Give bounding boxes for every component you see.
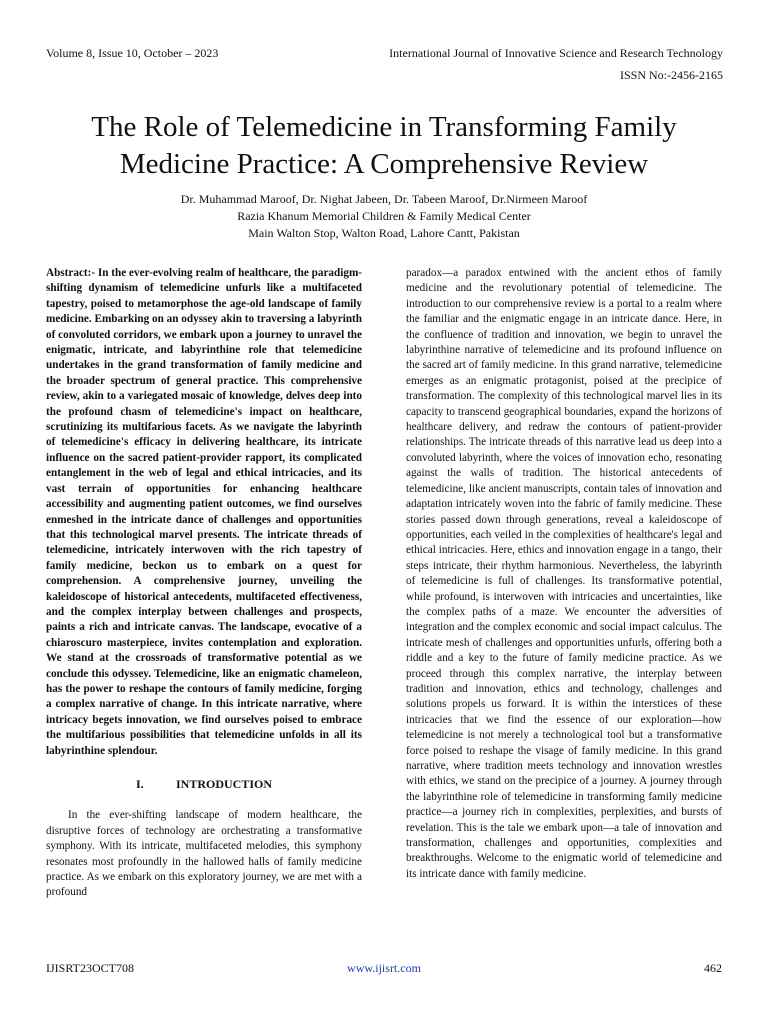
section-number: I. <box>135 777 144 791</box>
paper-id: IJISRT23OCT708 <box>46 961 134 975</box>
issn: ISSN No:-2456-2165 <box>619 68 723 82</box>
left-column <box>46 266 362 901</box>
intro-paragraph-continued: paradox—a paradox entwined with the ancient ethos of family medicine and the revolutionary potential of telemedicine. The introduction to our comprehensive review is a portal to a realm where the familiar and the enigmatic engage in an intricate dance. Here, in the confluence of tradition and innovation, we begin to unravel the labyrinthine narrative of telemedicine and its profound influence on the sacred art of family medicine. In this grand narrative, telemedicine emerges as an enigmatic protagonist, poised at the precipice of transformation. The complexity of this technological marvel lies in its capacity to transcend geographical boundaries, expand the horizons of healthcare delivery, and redraw the contours of patient-provider relationships. The intricate threads of this narrative lead us deep into a convoluted labyrinth, where the voices of innovation echo, resonating against the walls of tradition. The historical antecedents of telemedicine, like ancient manuscripts, contain tales of innovation and adaptation intricately woven into the fabric of family medicine. These stories passed down through generations, reveal a kaleidoscope of opportunities, each veiled in the complexities of healthcare's legal and ethical intricacies. Here, ethics and innovation engage in a tango, their steps intricate, their rhythm harmonious. Nevertheless, the labyrinth of telemedicine is full of challenges. Its transformative potential, while profound, is interwoven with intricacies and uncertainties, like the complex paths of a maze. We encounter the adversities of integration and the complex economic and social impact calculus. The intricate mesh of challenges and opportunities unfurls, offering both a riddle and a key to the future of family medicine practice. As we proceed through this complex narrative, the interplay between tradition and innovation, ethics and technology, challenges and solutions propels us forward. It is within the interstices of these intricacies that we find the essence of our exploration—how telemedicine is not merely a technological tool but a transformative force poised to reshape the visage of family medicine. In this grand narrative, where tradition meets technology and innovation wrestles with ethics, we stand on the precipice of a journey. A journey through the labyrinthine role of telemedicine in transforming family medicine practice—a journey rich in complexities, perplexities, and bursts of revelation. This is the tale we embark upon—a tale of innovation and transformation, challenges and opportunities, complexities and breakthroughs. Welcome to the enigmatic world of telemedicine and its intricate dance with family medicine. <box>406 267 722 880</box>
volume-issue: Volume 8, Issue 10, October – 2023 <box>46 46 219 60</box>
address: Main Walton Stop, Walton Road, Lahore Cantt, Pakistan <box>248 226 520 240</box>
affiliation: Razia Khanum Memorial Children & Family Medical Center <box>237 209 531 223</box>
section-heading <box>46 777 362 792</box>
author-names: Dr. Muhammad Maroof, Dr. Nighat Jabeen, Dr. Tabeen Maroof, Dr.Nirmeen Maroof <box>180 192 588 206</box>
abstract: Abstract:- In the ever-evolving realm of healthcare, the paradigm-shifting dynamism of telemedicine unfurls like a multifaceted tapestry, poised to metamorphose the age-old landscape of family medicine. Embarking on an odyssey akin to traversing a labyrinth of convoluted corridors, we embark upon a journey to unravel the enigmatic, intricate, and labyrinthine role that telemedicine undertakes in the grand transformation of family medicine and the broader spectrum of general practice. This comprehensive review, akin to a variegated mosaic of knowledge, delves deep into the profound chasm of telemedicine's impact on healthcare, scrutinizing its multifarious facets. As we navigate the labyrinth of telemedicine's efficacy in delivering healthcare, its intricate influence on the sacred patient-provider rapport, its complicated entanglement in the web of legal and ethical intricacies, and its vast terrain of opportunities for enhancing healthcare accessibility and augmenting patient outcomes, we find ourselves enmeshed in the intricate dance of challenges and opportunities that this technological marvel presents. The intricate threads of telemedicine, intricately interwoven with the rich tapestry of family medicine, beckon us to embark on a quest for comprehension. A comprehensive journey, unveiling the kaleidoscope of historical antecedents, multifaceted effectiveness, and the complex interplay between challenges and prospects, paints a rich and intricate canvas. The landscape, evocative of a chiaroscuro masterpiece, invites contemplation and exploration. We stand at the crossroads of transformative potential as we conclude this odyssey. Telemedicine, like an enigmatic chameleon, has the power to reshape the contours of family medicine, forging a complex narrative of change. In this intricate narrative, where intricacy begets innovation, we find ourselves poised to embrace the multifarious possibilities that telemedicine unfolds in all its labyrinthine splendour. <box>46 267 362 757</box>
paper-title: The Role of Telemedicine in Transforming Family Medicine Practice: A Comprehensive Review <box>91 111 677 181</box>
intro-paragraph-start: In the ever-shifting landscape of modern healthcare, the disruptive forces of technology are orchestrating a transformative symphony. With its intricate, multifaceted melodies, this symphony resonates most profoundly in the hallowed halls of family medicine practice. As we embark on this exploratory journey, we are met with a profound <box>46 809 362 899</box>
website-link[interactable]: www.ijisrt.com <box>347 961 421 975</box>
author-block <box>40 191 728 242</box>
right-column <box>406 266 722 882</box>
journal-name: International Journal of Innovative Science and Research Technology <box>389 46 723 60</box>
page-number: 462 <box>704 961 722 975</box>
section-title: INTRODUCTION <box>175 777 272 791</box>
